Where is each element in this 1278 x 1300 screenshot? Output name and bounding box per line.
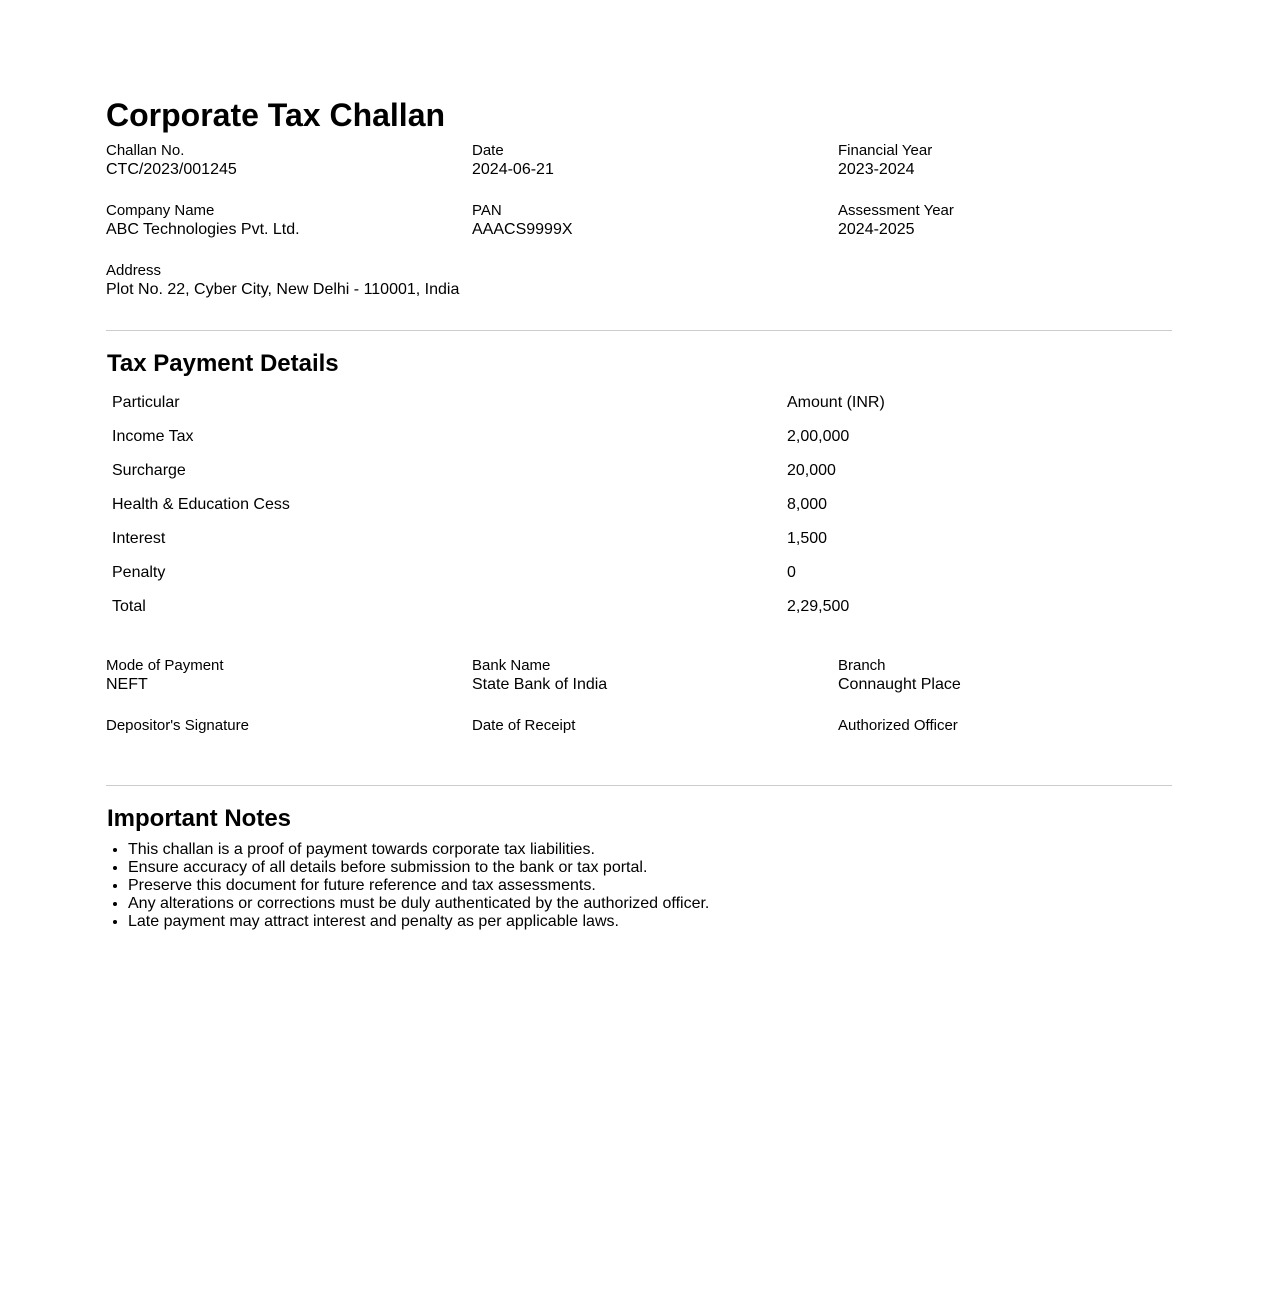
table-row <box>106 420 1172 454</box>
company-name-label: Company Name <box>106 202 215 219</box>
list-item: • Late payment may attract interest and penalty as per applicable laws. <box>128 913 709 931</box>
mode-of-payment-field <box>106 657 466 695</box>
amount-cell: 20,000 <box>787 462 836 479</box>
address-value: Plot No. 22, Cyber City, New Delhi - 110001, India <box>106 281 460 298</box>
tax-payment-table <box>106 386 1172 624</box>
particular-cell: Health & Education Cess <box>112 496 290 513</box>
important-notes-heading: Important Notes <box>107 805 292 832</box>
branch-value: Connaught Place <box>838 676 961 693</box>
list-item: • Any alterations or corrections must be duly authenticated by the authorized officer. <box>128 895 709 913</box>
challan-no-field <box>106 142 466 180</box>
date-label: Date <box>472 142 504 159</box>
company-name-field <box>106 202 466 240</box>
financial-year-value: 2023-2024 <box>838 161 915 178</box>
total-amount-cell: 2,29,500 <box>787 598 850 615</box>
address-label: Address <box>106 262 162 279</box>
pan-field <box>472 202 832 240</box>
depositor-signature-label: Depositor's Signature <box>106 717 249 734</box>
mode-of-payment-value: NEFT <box>106 676 148 693</box>
date-value: 2024-06-21 <box>472 161 554 178</box>
date-of-receipt-label: Date of Receipt <box>472 717 576 734</box>
assessment-year-field <box>838 202 1198 240</box>
financial-year-field <box>838 142 1198 180</box>
particular-cell: Penalty <box>112 564 166 581</box>
particular-cell: Income Tax <box>112 428 194 445</box>
date-of-receipt-field <box>472 717 832 735</box>
amount-cell: 0 <box>787 564 796 581</box>
company-name-value: ABC Technologies Pvt. Ltd. <box>106 221 300 238</box>
pan-value: AAACS9999X <box>472 221 573 238</box>
table-header-row <box>106 386 1172 420</box>
challan-no-value: CTC/2023/001245 <box>106 161 237 178</box>
assessment-year-value: 2024-2025 <box>838 221 915 238</box>
notes-list <box>106 841 709 931</box>
amount-cell: 8,000 <box>787 496 828 513</box>
list-item: • Preserve this document for future reference and tax assessments. <box>128 877 709 895</box>
bank-name-value: State Bank of India <box>472 676 608 693</box>
section-divider <box>106 330 1172 331</box>
date-field <box>472 142 832 180</box>
address-field <box>106 262 806 300</box>
table-row <box>106 488 1172 522</box>
document-title: Corporate Tax Challan <box>106 97 446 133</box>
column-header-amount: Amount (INR) <box>787 394 885 411</box>
challan-no-label: Challan No. <box>106 142 185 159</box>
bank-name-label: Bank Name <box>472 657 551 674</box>
authorized-officer-label: Authorized Officer <box>838 717 958 734</box>
section-divider <box>106 785 1172 786</box>
table-row <box>106 556 1172 590</box>
table-row <box>106 522 1172 556</box>
list-item: • Ensure accuracy of all details before submission to the bank or tax portal. <box>128 859 709 877</box>
table-row <box>106 454 1172 488</box>
total-label-cell: Total <box>112 598 146 615</box>
branch-field <box>838 657 1198 695</box>
mode-of-payment-label: Mode of Payment <box>106 657 224 674</box>
tax-payment-details-heading: Tax Payment Details <box>107 350 339 377</box>
bank-name-field <box>472 657 832 695</box>
particular-cell: Interest <box>112 530 166 547</box>
authorized-officer-field <box>838 717 1198 735</box>
column-header-particular: Particular <box>112 394 180 411</box>
particular-cell: Surcharge <box>112 462 186 479</box>
total-row <box>106 590 1172 624</box>
pan-label: PAN <box>472 202 502 219</box>
branch-label: Branch <box>838 657 886 674</box>
amount-cell: 2,00,000 <box>787 428 850 445</box>
financial-year-label: Financial Year <box>838 142 933 159</box>
amount-cell: 1,500 <box>787 530 828 547</box>
assessment-year-label: Assessment Year <box>838 202 954 219</box>
depositor-signature-field <box>106 717 466 735</box>
list-item: • This challan is a proof of payment towards corporate tax liabilities. <box>128 841 709 859</box>
